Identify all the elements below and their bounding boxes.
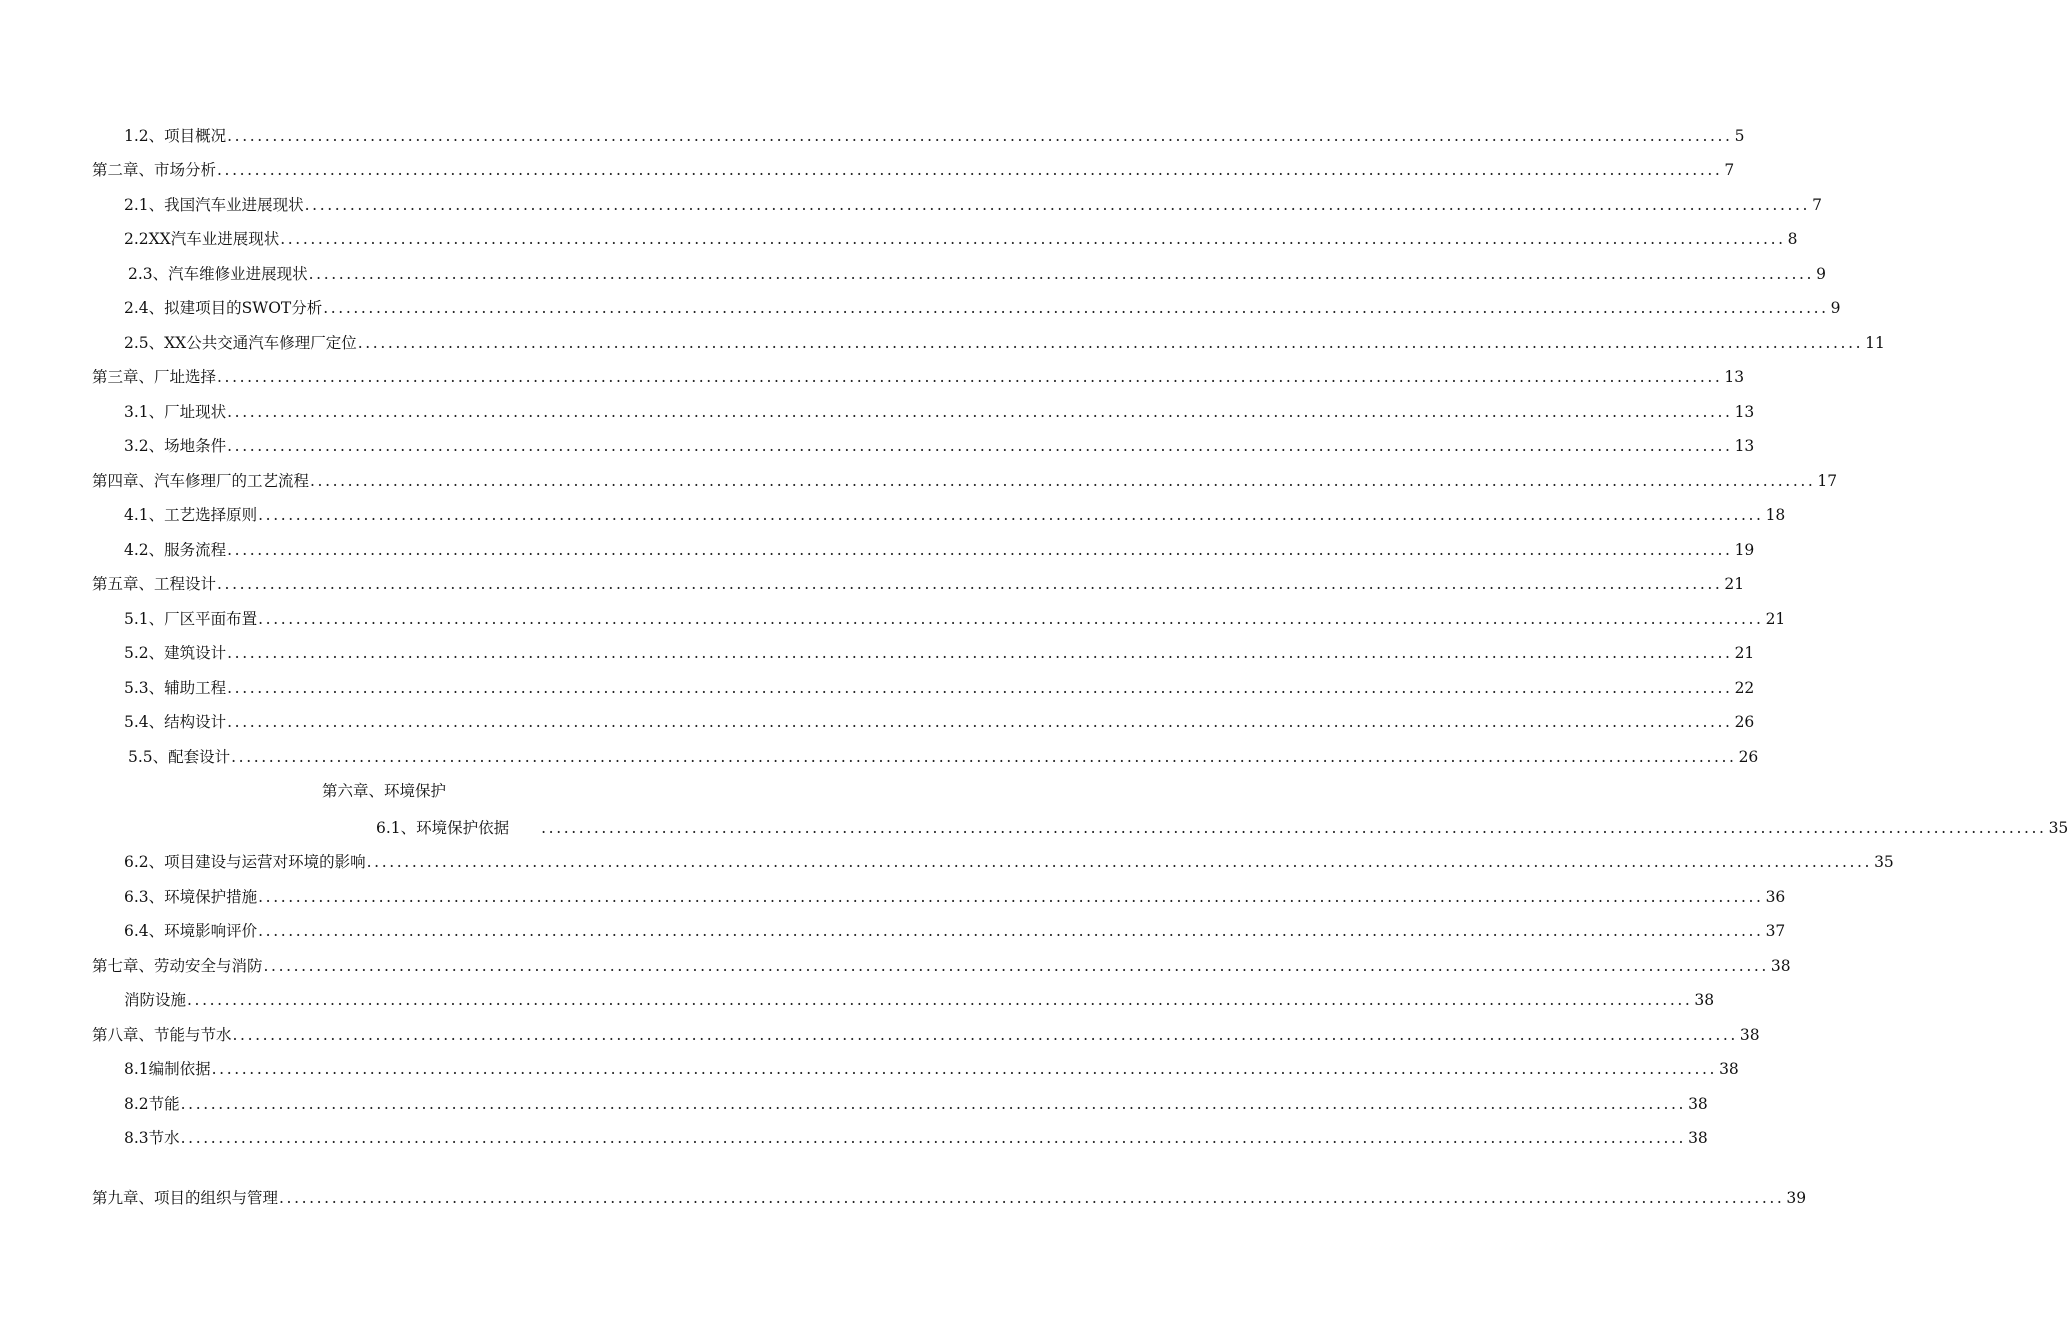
toc-entry[interactable] — [124, 436, 1755, 456]
toc-leader-dots: ........................................................................................................................................................................................................ — [227, 541, 1733, 559]
toc-entry-page: 17 — [1817, 472, 1838, 490]
toc-entry-page: 21 — [1734, 644, 1755, 662]
toc-entry-page: 13 — [1734, 403, 1755, 421]
toc-entry-title: 5.4、结构设计 — [124, 713, 227, 731]
toc-leader-dots: ........................................................................................................................................................................................................ — [187, 991, 1693, 1009]
toc-entry-page: 9 — [1830, 299, 1841, 317]
toc-entry-title: 4.2、服务流程 — [124, 541, 227, 559]
toc-entry-page: 8 — [1787, 230, 1798, 248]
toc-entry[interactable] — [124, 887, 1786, 907]
toc-leader-dots: ........................................................................................................................................................................................................ — [310, 472, 1816, 490]
toc-entry-title: 第三章、厂址选择 — [92, 368, 217, 386]
toc-entry-page: 35 — [1874, 853, 1894, 871]
toc-entry-page: 7 — [1724, 161, 1735, 179]
toc-entry-page: 11 — [1865, 334, 1885, 352]
toc-entry-title: 2.4、拟建项目的SWOT分析 — [124, 299, 323, 317]
toc-entry[interactable] — [124, 540, 1755, 560]
toc-leader-dots: ........................................................................................................................................................................................................ — [308, 265, 1815, 283]
toc-entry-page: 38 — [1739, 1026, 1760, 1044]
toc-entry-title: 第五章、工程设计 — [92, 575, 217, 593]
toc-entry[interactable] — [128, 264, 1826, 284]
toc-entry-title: 6.1、环境保护依据 — [376, 819, 510, 837]
toc-entry-title: 5.3、辅助工程 — [124, 679, 227, 697]
toc-leader-dots: ........................................................................................................................................................................................................ — [217, 575, 1723, 593]
toc-leader-dots: ........................................................................................................................................................................................................ — [180, 1095, 1687, 1113]
toc-entry-page: 13 — [1734, 437, 1755, 455]
toc-entry[interactable] — [124, 712, 1755, 732]
toc-leader-dots: ........................................................................................................................................................................................................ — [227, 713, 1733, 731]
toc-entry[interactable] — [124, 609, 1786, 629]
toc-entry-title: 2.2XX汽车业进展现状 — [124, 230, 280, 248]
toc-entry-page: 22 — [1734, 679, 1755, 697]
toc-leader-dots: ........................................................................................................................................................................................................ — [180, 1129, 1687, 1147]
toc-entry-title: 5.2、建筑设计 — [124, 644, 227, 662]
toc-entry-title: 2.5、XX公共交通汽车修理厂定位 — [124, 334, 357, 352]
toc-entry[interactable] — [376, 818, 2068, 838]
toc-entry[interactable] — [124, 643, 1755, 663]
toc-entry-title: 2.3、汽车维修业进展现状 — [128, 265, 308, 283]
toc-leader-dots: ........................................................................................................................................................................................................ — [541, 819, 2047, 837]
toc-leader-dots: ........................................................................................................................................................................................................ — [304, 196, 1811, 214]
toc-leader-dots: ........................................................................................................................................................................................................ — [227, 127, 1733, 145]
toc-entry[interactable] — [92, 1025, 1760, 1045]
toc-entry-page: 18 — [1765, 506, 1786, 524]
toc-entry-page: 39 — [1786, 1189, 1807, 1207]
toc-entry[interactable] — [124, 195, 1822, 215]
toc-leader-dots: ........................................................................................................................................................................................................ — [211, 1060, 1718, 1078]
toc-entry-title: 4.1、工艺选择原则 — [124, 506, 258, 524]
toc-entry-page: 38 — [1688, 1095, 1708, 1113]
toc-entry[interactable] — [124, 678, 1755, 698]
toc-entry[interactable] — [92, 160, 1735, 180]
toc-entry[interactable] — [92, 956, 1791, 976]
toc-entry[interactable] — [124, 921, 1786, 941]
toc-entry-title: 3.2、场地条件 — [124, 437, 227, 455]
toc-entry-title: 3.1、厂址现状 — [124, 403, 227, 421]
toc-entry-title: 第二章、市场分析 — [92, 161, 217, 179]
toc-entry[interactable] — [128, 747, 1759, 767]
toc-leader-dots: ........................................................................................................................................................................................................ — [258, 610, 1764, 628]
toc-entry[interactable] — [124, 505, 1786, 525]
toc-leader-dots: ........................................................................................................................................................................................................ — [263, 957, 1769, 975]
toc-entry[interactable] — [124, 1128, 1708, 1148]
toc-leader-dots: ........................................................................................................................................................................................................ — [280, 230, 1786, 248]
toc-entry[interactable] — [124, 1059, 1739, 1079]
toc-leader-dots: ........................................................................................................................................................................................................ — [217, 161, 1723, 179]
toc-entry-title: 第四章、汽车修理厂的工艺流程 — [92, 472, 310, 490]
toc-entry[interactable] — [92, 367, 1745, 387]
toc-entry-title: 5.5、配套设计 — [128, 748, 231, 766]
toc-entry-title: 6.3、环境保护措施 — [124, 888, 258, 906]
toc-entry-page: 21 — [1724, 575, 1745, 593]
toc-entry[interactable] — [124, 298, 1841, 318]
toc-entry[interactable] — [124, 126, 1745, 146]
toc-entry-page: 26 — [1734, 713, 1755, 731]
toc-entry-page: 38 — [1688, 1129, 1708, 1147]
toc-leader-dots: ........................................................................................................................................................................................................ — [258, 888, 1764, 906]
toc-entry-title: 1.2、项目概况 — [124, 127, 227, 145]
toc-entry-page: 5 — [1734, 127, 1745, 145]
toc-entry-page: 37 — [1765, 922, 1786, 940]
toc-entry-page: 7 — [1812, 196, 1822, 214]
toc-leader-dots: ........................................................................................................................................................................................................ — [227, 437, 1733, 455]
toc-entry-title: 8.1编制依据 — [124, 1060, 211, 1078]
toc-entry-title: 5.1、厂区平面布置 — [124, 610, 258, 628]
toc-entry-title: 第八章、节能与节水 — [92, 1026, 232, 1044]
toc-entry[interactable] — [92, 1188, 1807, 1208]
toc-entry-title: 8.3节水 — [124, 1129, 180, 1147]
toc-entry-page: 26 — [1738, 748, 1759, 766]
toc-entry-title: 第九章、项目的组织与管理 — [92, 1189, 279, 1207]
toc-entry-page: 35 — [2048, 819, 2068, 837]
toc-leader-dots: ........................................................................................................................................................................................................ — [258, 506, 1764, 524]
toc-entry-title: 6.4、环境影响评价 — [124, 922, 258, 940]
toc-entry-title: 6.2、项目建设与运营对环境的影响 — [124, 853, 366, 871]
toc-leader-dots: ........................................................................................................................................................................................................ — [279, 1189, 1785, 1207]
toc-leader-dots: ........................................................................................................................................................................................................ — [366, 853, 1873, 871]
toc-entry[interactable] — [124, 333, 1885, 353]
toc-entry[interactable] — [124, 402, 1755, 422]
toc-entry-page: 38 — [1694, 991, 1715, 1009]
toc-entry[interactable] — [124, 852, 1894, 872]
toc-entry[interactable] — [124, 990, 1715, 1010]
toc-entry-title: 8.2节能 — [124, 1095, 180, 1113]
toc-entry-page: 36 — [1765, 888, 1786, 906]
toc-leader-dots: ........................................................................................................................................................................................................ — [217, 368, 1723, 386]
toc-leader-dots: ........................................................................................................................................................................................................ — [232, 1026, 1738, 1044]
toc-entry-page: 19 — [1734, 541, 1755, 559]
toc-leader-dots: ........................................................................................................................................................................................................ — [231, 748, 1737, 766]
toc-entry-title: 2.1、我国汽车业进展现状 — [124, 196, 304, 214]
toc-leader-dots: ........................................................................................................................................................................................................ — [357, 334, 1864, 352]
toc-leader-dots: ........................................................................................................................................................................................................ — [227, 679, 1733, 697]
toc-leader-dots: ........................................................................................................................................................................................................ — [258, 922, 1764, 940]
toc-entry-page: 21 — [1765, 610, 1786, 628]
toc-entry-title: 消防设施 — [124, 991, 187, 1009]
toc-entry[interactable] — [92, 574, 1745, 594]
toc-leader-dots: ........................................................................................................................................................................................................ — [227, 403, 1733, 421]
toc-entry-page: 38 — [1719, 1060, 1739, 1078]
toc-chapter-heading[interactable]: 第六章、环境保护 — [322, 782, 447, 800]
toc-entry-page: 9 — [1816, 265, 1826, 283]
toc-entry[interactable] — [92, 471, 1838, 491]
toc-entry-page: 38 — [1770, 957, 1791, 975]
toc-leader-dots: ........................................................................................................................................................................................................ — [323, 299, 1829, 317]
toc-entry-page: 13 — [1724, 368, 1745, 386]
toc-entry-title: 第七章、劳动安全与消防 — [92, 957, 263, 975]
toc-entry[interactable] — [124, 1094, 1708, 1114]
toc-leader-dots: ........................................................................................................................................................................................................ — [227, 644, 1733, 662]
toc-entry[interactable] — [124, 229, 1798, 249]
